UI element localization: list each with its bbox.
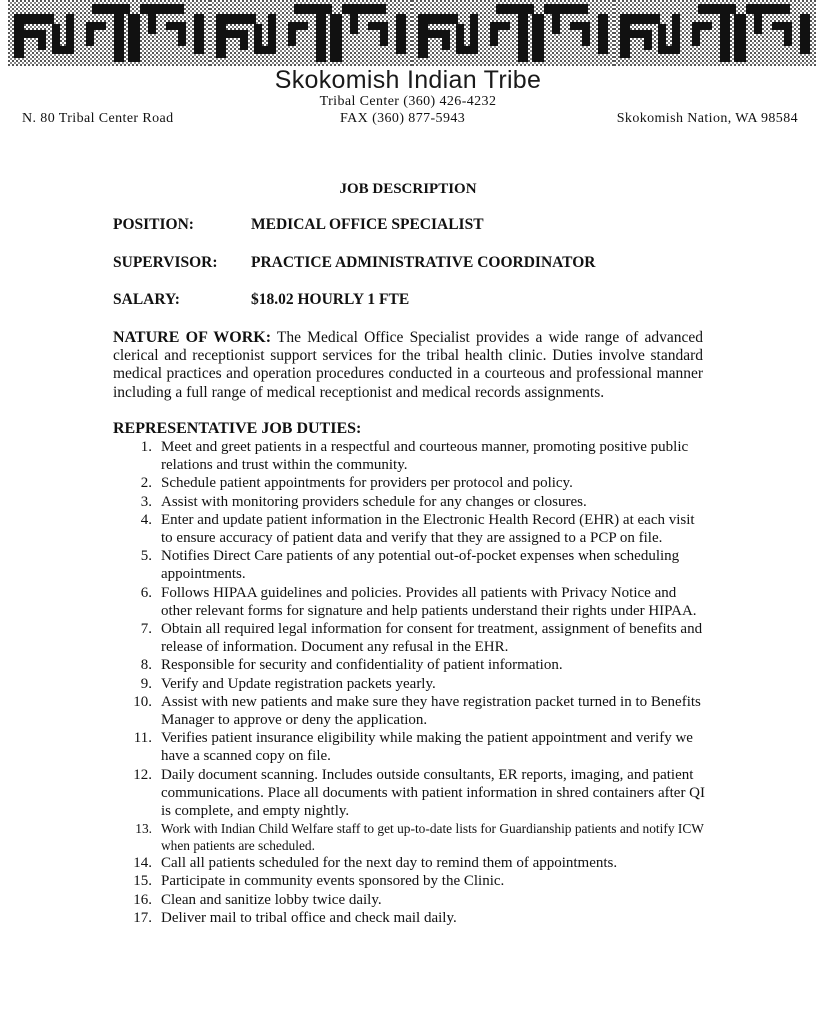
duty-text: Enter and update patient information in the Electronic Health Record (EHR) at each visit to ensure accuracy of patient data and verify that they are assigned to a PCP on file. <box>161 511 695 547</box>
duty-number: 16. <box>133 891 152 908</box>
nature-of-work-heading: NATURE OF WORK: <box>113 329 272 346</box>
duties-heading: REPRESENTATIVE JOB DUTIES: <box>113 420 362 437</box>
nature-of-work-section <box>113 329 703 402</box>
duty-text: Notifies Direct Care patients of any potential out-of-pocket expenses when scheduling appointments. <box>161 548 680 583</box>
duty-text: Obtain all required legal information for consent for treatment, assignment of benefits and release of information. Document any refusal in the EHR. <box>161 621 703 656</box>
letterhead-fax: FAX (360) 877-5943 <box>340 111 466 126</box>
duty-text: Clean and sanitize lobby twice daily. <box>161 891 382 908</box>
duty-number: 4. <box>140 511 152 528</box>
duty-item <box>0 729 816 765</box>
duty-text: Deliver mail to tribal office and check mail daily. <box>161 909 457 926</box>
duty-item <box>0 656 816 674</box>
duty-item <box>0 547 816 583</box>
duty-item <box>0 474 816 492</box>
nature-of-work-text: The Medical Office Specialist provides a wide range of advanced clerical and receptionist support services for the tribal health clinic. Duties involve standard medical practices and operation procedures conducted in a courteous and professional manner including a full range of medical receptionist and medical records assignments. <box>113 329 703 401</box>
duty-text: Verifies patient insurance eligibility while making the patient appointment and verify we have a scanned copy on file. <box>161 730 693 765</box>
duty-number: 2. <box>140 475 152 492</box>
duty-text: Assist with new patients and make sure they have registration packet turned in to Benefits Manager to approve or deny the application. <box>161 693 701 729</box>
duty-number: 14. <box>133 855 152 872</box>
duty-text: Follows HIPAA guidelines and policies. Provides all patients with Privacy Notice and other relevant forms for signature and help patients understand their rights under HIPAA. <box>161 584 697 619</box>
duty-number: 3. <box>140 493 152 510</box>
salary-label: SALARY: <box>113 291 180 308</box>
duty-item <box>0 854 816 872</box>
banner-pattern-graphic <box>8 0 816 66</box>
duty-item <box>0 820 816 854</box>
duty-number: 1. <box>140 439 152 455</box>
supervisor-value: PRACTICE ADMINISTRATIVE COORDINATOR <box>251 254 596 271</box>
supervisor-label: SUPERVISOR: <box>113 254 218 271</box>
duty-item <box>0 693 816 729</box>
duty-number: 9. <box>140 675 152 692</box>
position-value: MEDICAL OFFICE SPECIALIST <box>251 216 484 233</box>
duty-number: 12. <box>133 766 152 783</box>
duty-item <box>0 438 816 474</box>
duty-number: 15. <box>133 873 152 890</box>
organization-name: Skokomish Indian Tribe <box>274 66 542 94</box>
duty-number: 8. <box>140 657 152 674</box>
duty-number: 5. <box>140 548 152 565</box>
position-label: POSITION: <box>113 216 194 233</box>
duty-number: 13. <box>135 821 152 837</box>
letterhead-city: Skokomish Nation, WA 98584 <box>616 111 798 126</box>
duty-item <box>0 909 816 927</box>
salary-value: $18.02 HOURLY 1 FTE <box>251 291 410 308</box>
duty-item <box>0 620 816 656</box>
duty-number: 10. <box>133 693 152 710</box>
duty-number: 6. <box>140 584 152 601</box>
duty-text: Verify and Update registration packets yearly. <box>161 675 436 692</box>
letterhead-contact-row <box>22 111 798 129</box>
duty-number: 7. <box>140 621 152 638</box>
duty-text: Schedule patient appointments for providers per protocol and policy. <box>161 475 573 492</box>
duty-item <box>0 872 816 890</box>
tribal-pattern-banner <box>8 0 816 66</box>
tribal-center-phone: Tribal Center (360) 426-4232 <box>319 94 497 109</box>
duty-number: 11. <box>133 730 152 747</box>
duty-item <box>0 511 816 547</box>
duty-text: Meet and greet patients in a respectful and courteous manner, promoting positive public relations and trust within the community. <box>161 439 689 474</box>
duty-text: Responsible for security and confidentiality of patient information. <box>161 657 563 674</box>
letterhead-address: N. 80 Tribal Center Road <box>22 111 174 126</box>
duty-item <box>0 493 816 511</box>
duty-text: Work with Indian Child Welfare staff to get up-to-date lists for Guardianship patients and notify ICW when patients are scheduled. <box>161 821 704 854</box>
duty-item <box>0 584 816 620</box>
duty-text: Daily document scanning. Includes outside consultants, ER reports, imaging, and patient communications. Place all documents with patient information in shred containers after QI is complete, and empty nightly. <box>161 766 706 820</box>
duty-item <box>0 766 816 821</box>
duty-text: Call all patients scheduled for the next day to remind them of appointments. <box>161 855 618 872</box>
duty-number: 17. <box>133 909 152 926</box>
duty-item <box>0 891 816 909</box>
duty-text: Participate in community events sponsored by the Clinic. <box>161 873 505 890</box>
duties-list <box>0 438 816 927</box>
duty-text: Assist with monitoring providers schedule for any changes or closures. <box>161 493 587 510</box>
document-title: JOB DESCRIPTION <box>339 181 477 197</box>
duty-item <box>0 675 816 693</box>
